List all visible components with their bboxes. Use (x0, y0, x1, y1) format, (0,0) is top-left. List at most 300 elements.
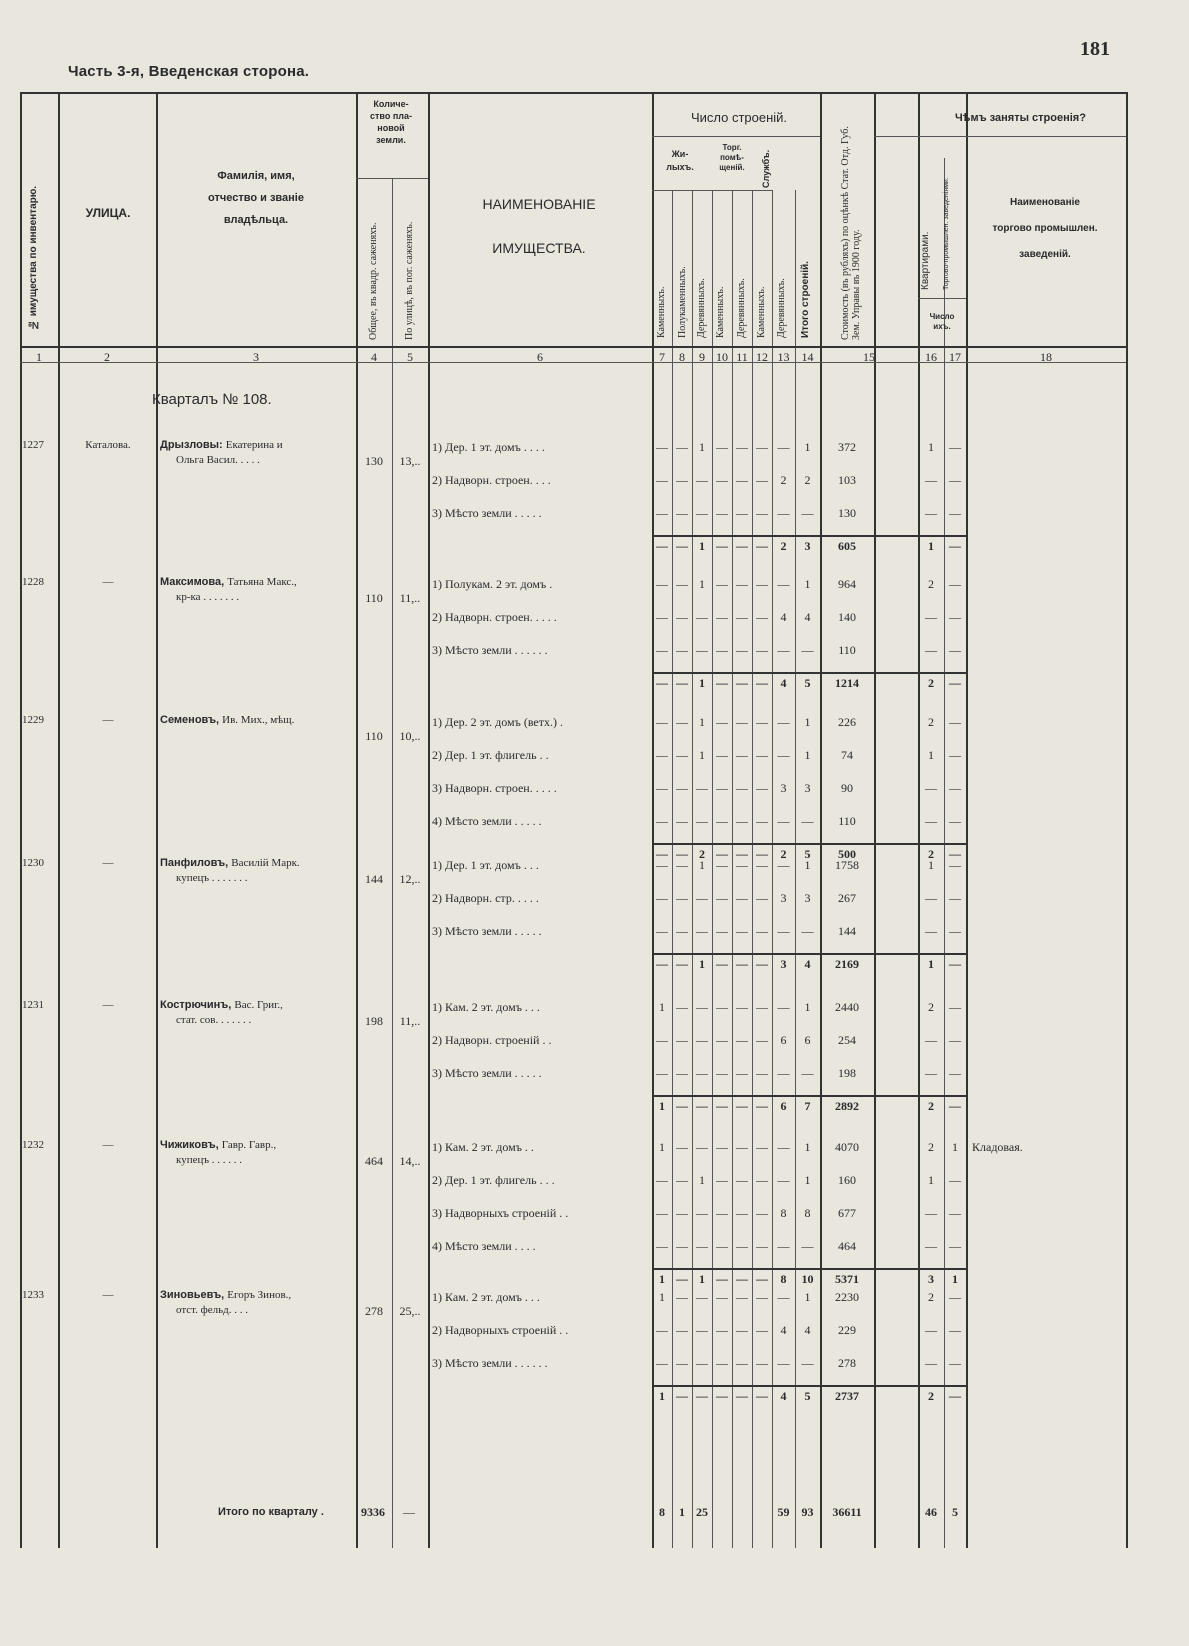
col5-header: По улицѣ, въ пог. саженяхъ. (404, 221, 415, 340)
rule-horizontal (356, 178, 428, 179)
value-cell: — (696, 1356, 708, 1370)
col17-header: Торгово-промышлен. заведеніями. (943, 177, 950, 290)
value-cell: — (949, 858, 961, 872)
col45-header (356, 98, 426, 146)
value-cell: 1 (928, 440, 934, 454)
col6-line2: ИМУЩЕСТВА. (492, 240, 586, 256)
col10-header: Каменныхъ. (715, 286, 726, 338)
col3-line3: владѣльца. (223, 214, 289, 226)
column-number: 1 (36, 350, 42, 364)
living-line1: Жи- (671, 149, 689, 159)
col7-header: Каменныхъ. (656, 286, 667, 338)
value-cell: — (676, 1000, 688, 1014)
value-cell: — (736, 440, 748, 454)
value-cell: — (736, 748, 748, 762)
column-number: 2 (104, 350, 110, 364)
owner-name (160, 1138, 276, 1153)
value-cell: — (756, 1290, 768, 1304)
subtotal-cell: — (949, 847, 961, 861)
value-cell: — (716, 440, 728, 454)
property-item: 2) Дер. 1 эт. флигель . . (432, 748, 549, 762)
value-cell: — (736, 577, 748, 591)
value-cell: — (696, 781, 708, 795)
property-item: 1) Кам. 2 эт. домъ . . (432, 1140, 534, 1154)
property-item: 3) Надворныхъ строеній . . (432, 1206, 569, 1220)
subtotal-cell: — (676, 1099, 688, 1113)
subtotal-cell: — (949, 957, 961, 971)
value-cell: — (777, 1290, 790, 1304)
col45-line2: ство пла- (370, 111, 412, 121)
area-total: 130 (365, 454, 383, 468)
value-cell: — (676, 1140, 688, 1154)
value-cell: — (925, 506, 937, 520)
subtotal-cell: 1 (699, 1272, 705, 1286)
value-cell: — (716, 473, 728, 487)
value-cell: — (716, 1066, 728, 1080)
value-cell: — (716, 577, 728, 591)
value-cell: — (736, 610, 748, 624)
value-cell: 1 (804, 440, 811, 454)
subtotal-cell: — (696, 1389, 708, 1403)
value-cell: — (925, 473, 937, 487)
grand-total-front: — (403, 1505, 415, 1519)
col16-header: Квартирами. (920, 231, 931, 290)
value-cell: — (716, 858, 728, 872)
living-header (652, 148, 708, 174)
value-cell: — (716, 1290, 728, 1304)
value-cell: — (756, 1140, 768, 1154)
subtotal-cell: — (676, 1389, 688, 1403)
subtotal-cell: 8 (780, 1272, 787, 1286)
value-cell: — (656, 924, 668, 938)
subtotal-cell: 5 (804, 1389, 811, 1403)
value-cell: — (777, 715, 790, 729)
value-cell: 1 (659, 1140, 665, 1154)
count-their-line1: Число (929, 312, 955, 321)
rule-vertical (356, 92, 358, 1548)
value-cell: — (925, 1066, 937, 1080)
rule-vertical (1126, 92, 1128, 1548)
subtotal-cell: 2892 (835, 1099, 859, 1113)
subtotal-cell: — (756, 847, 768, 861)
value-cell: — (716, 1239, 728, 1253)
value-cell: — (656, 1323, 668, 1337)
subtotal-cell: 2 (928, 676, 934, 690)
subtotal-cell: — (656, 676, 668, 690)
owner-name (160, 856, 300, 871)
value-cell: — (756, 643, 768, 657)
street-name: — (102, 857, 114, 869)
owner-status: отст. фельд. . . . (176, 1304, 249, 1316)
subtotal-rule (652, 1385, 966, 1387)
owner-given: Ив. Мих., мѣщ. (222, 714, 295, 726)
value-cell: — (777, 506, 790, 520)
value-cell: 1 (699, 748, 705, 762)
occupied-header: Чѣмъ заняты строенія? (955, 112, 1086, 124)
value-cell: 3 (804, 781, 811, 795)
owner-given: Екатерина и (225, 439, 283, 451)
subtotal-cell: 5 (804, 676, 811, 690)
subtotal-cell: — (756, 676, 768, 690)
value-cell: 160 (838, 1173, 856, 1187)
value-cell: — (656, 814, 668, 828)
subtotal-cell: 1 (659, 1099, 665, 1113)
value-cell: 278 (838, 1356, 856, 1370)
trade-header (708, 143, 756, 173)
value-cell: — (736, 715, 748, 729)
enterprise-name: Кладовая. (972, 1140, 1023, 1154)
col18-header (966, 190, 1124, 268)
subtotal-cell: — (736, 539, 748, 553)
col6-header (428, 182, 650, 270)
value-cell: — (949, 924, 961, 938)
value-cell: — (676, 715, 688, 729)
value-cell: — (949, 440, 961, 454)
value-cell: — (716, 1206, 728, 1220)
subtotal-cell: 3 (928, 1272, 934, 1286)
value-cell: 3 (780, 781, 787, 795)
owner-name (160, 575, 297, 590)
subtotal-cell: — (676, 676, 688, 690)
subtotal-cell: — (736, 957, 748, 971)
value-cell: — (736, 1356, 748, 1370)
value-cell: — (676, 1173, 688, 1187)
value-cell: — (696, 1239, 708, 1253)
value-cell: 464 (838, 1239, 856, 1253)
value-cell: 4 (780, 610, 787, 624)
column-number: 17 (949, 350, 961, 364)
subtotal-cell: — (949, 1099, 961, 1113)
value-cell: — (656, 440, 668, 454)
value-cell: — (801, 643, 814, 657)
col18-line1: Наименованіе (1010, 197, 1080, 208)
value-cell: — (949, 577, 961, 591)
property-item: 1) Кам. 2 эт. домъ . . . (432, 1290, 540, 1304)
value-cell: — (676, 781, 688, 795)
value-cell: — (696, 924, 708, 938)
value-cell: — (756, 1066, 768, 1080)
value-cell: 2 (928, 577, 934, 591)
grand-total-cell: 36611 (832, 1505, 862, 1519)
subtotal-cell: — (756, 1272, 768, 1286)
value-cell: — (736, 814, 748, 828)
subtotal-cell: 1 (952, 1272, 958, 1286)
value-cell: 8 (804, 1206, 811, 1220)
subtotal-cell: — (656, 539, 668, 553)
value-cell: — (925, 1323, 937, 1337)
property-item: 2) Надворн. строен. . . . (432, 473, 551, 487)
column-number: 6 (537, 350, 543, 364)
value-cell: — (949, 1033, 961, 1047)
subtotal-cell: — (716, 1272, 728, 1286)
value-cell: 198 (838, 1066, 856, 1080)
value-cell: — (949, 1206, 961, 1220)
property-item: 4) Мѣсто земли . . . . (432, 1239, 536, 1253)
value-cell: — (716, 1173, 728, 1187)
col8-header: Полукаменныхъ. (677, 266, 688, 338)
property-item: 2) Дер. 1 эт. флигель . . . (432, 1173, 555, 1187)
value-cell: — (716, 506, 728, 520)
frontage: 11,.. (399, 1014, 421, 1028)
trade-line3: щеній. (719, 163, 745, 172)
subtotal-cell: — (736, 847, 748, 861)
count-header: Число строеній. (690, 110, 788, 125)
value-cell: — (656, 506, 668, 520)
subtotal-cell: — (656, 847, 668, 861)
column-number: 7 (659, 350, 665, 364)
value-cell: — (696, 473, 708, 487)
value-cell: — (777, 1239, 790, 1253)
frontage: 14,.. (399, 1154, 421, 1168)
value-cell: 140 (838, 610, 856, 624)
value-cell: 4 (804, 610, 811, 624)
property-item: 1) Кам. 2 эт. домъ . . . (432, 1000, 540, 1014)
subtotal-cell: — (949, 1389, 961, 1403)
value-cell: — (925, 610, 937, 624)
rule-vertical (392, 178, 393, 1548)
inventory-number: 1228 (22, 576, 44, 588)
value-cell: — (756, 1173, 768, 1187)
value-cell: — (676, 1323, 688, 1337)
owner-status: Ольга Васил. . . . . (176, 454, 260, 466)
property-item: 1) Дер. 1 эт. домъ . . . . (432, 440, 545, 454)
property-item: 3) Мѣсто земли . . . . . (432, 1066, 542, 1080)
subtotal-cell: — (949, 676, 961, 690)
count-their-line2: ихъ. (933, 322, 951, 331)
property-item: 3) Мѣсто земли . . . . . . (432, 643, 548, 657)
value-cell: — (676, 506, 688, 520)
value-cell: — (777, 440, 790, 454)
value-cell: — (676, 748, 688, 762)
value-cell: 1 (804, 1140, 811, 1154)
col18-line3: заведеній. (1019, 249, 1071, 260)
frontage: 12,.. (399, 872, 421, 886)
grand-total-cell: 46 (925, 1505, 937, 1519)
value-cell: — (716, 1033, 728, 1047)
value-cell: — (696, 891, 708, 905)
value-cell: 4 (804, 1323, 811, 1337)
value-cell: — (676, 577, 688, 591)
value-cell: — (925, 781, 937, 795)
value-cell: 1 (804, 1000, 811, 1014)
grand-total-cell: 5 (952, 1505, 958, 1519)
property-item: 3) Мѣсто земли . . . . . (432, 506, 542, 520)
value-cell: — (676, 858, 688, 872)
value-cell: 1 (804, 748, 811, 762)
value-cell: — (716, 781, 728, 795)
value-cell: — (756, 1356, 768, 1370)
col1-header: № имущества по инвентарю. (28, 185, 39, 330)
subtotal-cell: — (756, 957, 768, 971)
street-name: — (102, 714, 114, 726)
subtotal-cell: — (756, 539, 768, 553)
value-cell: 254 (838, 1033, 856, 1047)
col15-header: Стоимость (въ рубляхъ) по оцѣнкѣ Стат. Отд. Губ. Зем. Управы въ 1900 году. (840, 126, 862, 340)
value-cell: 1 (804, 715, 811, 729)
area-total: 198 (365, 1014, 383, 1028)
owner-surname: Чижиковъ, (160, 1139, 222, 1151)
value-cell: — (716, 1140, 728, 1154)
value-cell: — (949, 506, 961, 520)
subtotal-cell: 2737 (835, 1389, 859, 1403)
property-item: 2) Надворн. стр. . . . . (432, 891, 539, 905)
value-cell: — (949, 715, 961, 729)
value-cell: — (716, 1000, 728, 1014)
property-item: 3) Мѣсто земли . . . . . . (432, 1356, 548, 1370)
value-cell: 372 (838, 440, 856, 454)
living-line2: лыхъ. (666, 162, 694, 172)
value-cell: — (656, 643, 668, 657)
col45-line1: Количе- (373, 99, 409, 109)
area-total: 464 (365, 1154, 383, 1168)
grand-total-cell: 25 (696, 1505, 708, 1519)
rule-vertical (156, 92, 158, 1548)
value-cell: 1 (952, 1140, 958, 1154)
value-cell: 1 (928, 1173, 934, 1187)
value-cell: 6 (804, 1033, 811, 1047)
value-cell: — (696, 814, 708, 828)
value-cell: 1 (928, 858, 934, 872)
value-cell: — (949, 814, 961, 828)
value-cell: — (756, 748, 768, 762)
value-cell: 130 (838, 506, 856, 520)
inventory-number: 1233 (22, 1289, 44, 1301)
value-cell: — (656, 891, 668, 905)
inventory-number: 1231 (22, 999, 44, 1011)
rule-vertical (874, 92, 876, 1548)
value-cell: — (676, 924, 688, 938)
subtotal-rule (652, 1268, 966, 1270)
value-cell: 1 (804, 1173, 811, 1187)
value-cell: — (925, 814, 937, 828)
subtotal-cell: — (716, 1389, 728, 1403)
value-cell: — (696, 643, 708, 657)
value-cell: 1 (659, 1290, 665, 1304)
inventory-number: 1230 (22, 857, 44, 869)
subtotal-cell: — (716, 957, 728, 971)
value-cell: — (676, 1290, 688, 1304)
value-cell: 1 (804, 1290, 811, 1304)
quarter-title: Кварталъ № 108. (152, 391, 272, 408)
subtotal-rule (652, 535, 966, 537)
value-cell: 3 (804, 891, 811, 905)
owner-surname: Семеновъ, (160, 714, 223, 726)
subtotal-cell: 1 (928, 539, 934, 553)
column-number: 4 (371, 350, 377, 364)
subtotal-cell: — (736, 1389, 748, 1403)
count-their-header (920, 312, 964, 332)
grand-total-cell: 1 (679, 1505, 685, 1519)
value-cell: — (777, 1140, 790, 1154)
value-cell: — (949, 891, 961, 905)
subtotal-cell: 3 (804, 539, 811, 553)
value-cell: — (756, 1206, 768, 1220)
property-item: 2) Надворныхъ строеній . . (432, 1323, 569, 1337)
value-cell: — (676, 814, 688, 828)
col13-header: Деревянныхъ. (776, 278, 787, 338)
subtotal-cell: 2 (928, 1389, 934, 1403)
subtotal-cell: 2 (780, 539, 787, 553)
owner-name (160, 998, 283, 1013)
owner-surname: Дрызловы: (160, 439, 226, 451)
subtotal-cell: 2 (699, 847, 705, 861)
column-number: 12 (756, 350, 768, 364)
col9-header: Деревянныхъ. (696, 278, 707, 338)
street-name: — (102, 1139, 114, 1151)
subtotal-cell: 2 (780, 847, 787, 861)
subtotal-cell: 6 (780, 1099, 787, 1113)
value-cell: — (736, 781, 748, 795)
value-cell: 1 (804, 577, 811, 591)
subtotal-cell: 1 (699, 676, 705, 690)
value-cell: — (696, 1206, 708, 1220)
value-cell: — (949, 610, 961, 624)
value-cell: — (949, 1173, 961, 1187)
subtotal-cell: — (756, 1099, 768, 1113)
value-cell: — (949, 1356, 961, 1370)
value-cell: — (949, 473, 961, 487)
col3-line2: отчество и званіе (208, 192, 304, 204)
value-cell: — (676, 1239, 688, 1253)
grand-total-area: 9336 (361, 1505, 385, 1519)
value-cell: — (736, 1033, 748, 1047)
column-number: 13 (777, 350, 790, 364)
value-cell: 1 (659, 1000, 665, 1014)
value-cell: 229 (838, 1323, 856, 1337)
value-cell: — (756, 440, 768, 454)
col11-header: Деревянныхъ. (736, 278, 747, 338)
rule-vertical (58, 92, 60, 1548)
column-number: 14 (801, 350, 814, 364)
owner-given: Егоръ Зинов., (227, 1289, 292, 1301)
grand-total-cell: 8 (659, 1505, 665, 1519)
value-cell: 1 (699, 1173, 705, 1187)
inventory-number: 1229 (22, 714, 44, 726)
value-cell: — (696, 1290, 708, 1304)
value-cell: — (716, 891, 728, 905)
value-cell: — (756, 1239, 768, 1253)
column-number: 9 (699, 350, 705, 364)
value-cell: — (736, 1206, 748, 1220)
value-cell: 110 (838, 814, 856, 828)
value-cell: 1758 (835, 858, 859, 872)
subtotal-cell: — (736, 676, 748, 690)
subtotal-rule (652, 953, 966, 955)
subtotal-cell: 5371 (835, 1272, 859, 1286)
subtotal-cell: 500 (838, 847, 856, 861)
subtotal-cell: — (716, 847, 728, 861)
value-cell: 1 (699, 715, 705, 729)
value-cell: — (736, 924, 748, 938)
value-cell: — (716, 715, 728, 729)
value-cell: — (696, 1033, 708, 1047)
rule-horizontal (874, 136, 1126, 137)
value-cell: — (801, 506, 814, 520)
value-cell: 226 (838, 715, 856, 729)
value-cell: — (696, 610, 708, 624)
street-name: — (102, 576, 114, 588)
subtotal-cell: 1 (699, 957, 705, 971)
value-cell: — (801, 1066, 814, 1080)
value-cell: 74 (841, 748, 853, 762)
value-cell: — (777, 1356, 790, 1370)
col2-header: УЛИЦА. (85, 206, 131, 220)
value-cell: — (736, 1140, 748, 1154)
subtotal-cell: — (696, 1099, 708, 1113)
subtotal-cell: 4 (780, 676, 787, 690)
value-cell: — (925, 643, 937, 657)
subtotal-cell: — (676, 957, 688, 971)
